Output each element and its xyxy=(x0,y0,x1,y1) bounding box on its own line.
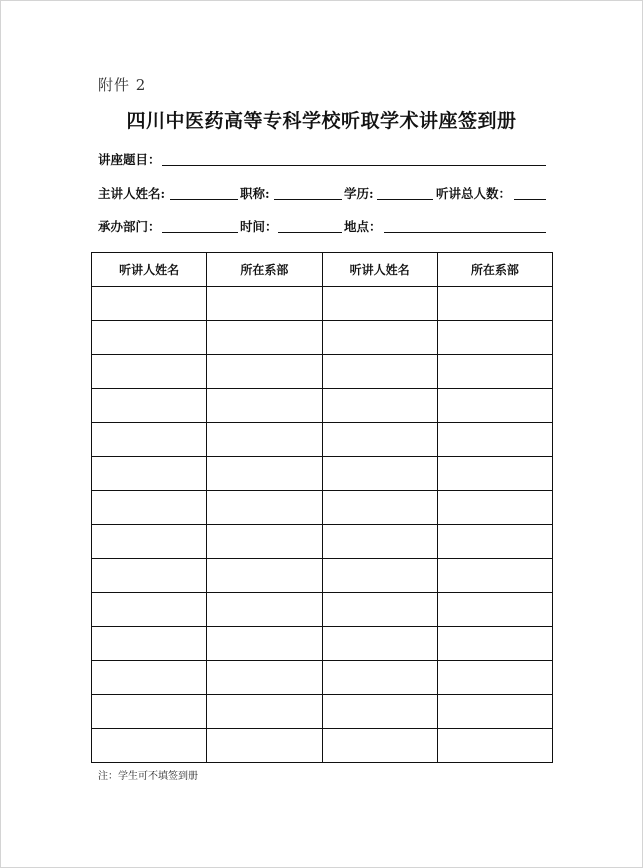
table-cell[interactable] xyxy=(207,287,322,321)
table-header-row xyxy=(92,253,553,287)
table-cell[interactable] xyxy=(92,593,207,627)
job-title-blank[interactable] xyxy=(274,199,342,200)
table-cell[interactable] xyxy=(437,321,552,355)
document-title: 四川中医药高等专科学校听取学术讲座签到册 xyxy=(126,110,517,132)
table-cell[interactable] xyxy=(207,627,322,661)
table-cell[interactable] xyxy=(207,695,322,729)
table-row xyxy=(92,491,553,525)
speaker-name-label: 主讲人姓名: xyxy=(98,186,166,201)
table-cell[interactable] xyxy=(437,525,552,559)
table-cell[interactable] xyxy=(207,321,322,355)
table-cell[interactable] xyxy=(437,627,552,661)
organizer-blank[interactable] xyxy=(162,232,238,233)
table-row xyxy=(92,525,553,559)
education-blank[interactable] xyxy=(377,199,433,200)
lecture-topic-label: 讲座题目： xyxy=(98,152,161,167)
education-label: 学历: xyxy=(344,186,374,201)
table-cell[interactable] xyxy=(437,355,552,389)
table-cell[interactable] xyxy=(437,593,552,627)
table-cell[interactable] xyxy=(322,729,437,763)
table-cell[interactable] xyxy=(92,287,207,321)
table-cell[interactable] xyxy=(92,423,207,457)
table-cell[interactable] xyxy=(92,559,207,593)
table-cell[interactable] xyxy=(322,559,437,593)
table-cell[interactable] xyxy=(437,389,552,423)
table-cell[interactable] xyxy=(92,627,207,661)
organizer-label: 承办部门： xyxy=(98,219,161,234)
table-cell[interactable] xyxy=(322,525,437,559)
table-row xyxy=(92,593,553,627)
table-cell[interactable] xyxy=(92,355,207,389)
table-row xyxy=(92,321,553,355)
table-cell[interactable] xyxy=(437,491,552,525)
table-cell[interactable] xyxy=(322,695,437,729)
table-cell[interactable] xyxy=(322,661,437,695)
attachment-label: 附件 2 xyxy=(98,76,147,94)
header-attendee-name-1: 听讲人姓名 xyxy=(92,253,207,287)
table-cell[interactable] xyxy=(92,457,207,491)
table-cell[interactable] xyxy=(322,355,437,389)
total-attendees-label: 听讲总人数： xyxy=(436,186,512,201)
table-cell[interactable] xyxy=(437,457,552,491)
table-row xyxy=(92,287,553,321)
table-cell[interactable] xyxy=(322,389,437,423)
sign-in-table xyxy=(91,252,553,763)
time-blank[interactable] xyxy=(278,232,342,233)
header-department-1: 所在系部 xyxy=(207,253,322,287)
table-body xyxy=(92,287,553,763)
table-row xyxy=(92,661,553,695)
table-cell[interactable] xyxy=(207,457,322,491)
table-cell[interactable] xyxy=(92,695,207,729)
table-row xyxy=(92,457,553,491)
table-cell[interactable] xyxy=(207,661,322,695)
lecture-topic-blank[interactable] xyxy=(162,165,546,166)
footnote: 注：学生可不填签到册 xyxy=(98,771,198,782)
table-row xyxy=(92,729,553,763)
table-cell[interactable] xyxy=(92,389,207,423)
table-cell[interactable] xyxy=(322,491,437,525)
location-blank[interactable] xyxy=(384,232,546,233)
table-row xyxy=(92,355,553,389)
total-attendees-blank[interactable] xyxy=(514,199,546,200)
table-row xyxy=(92,695,553,729)
job-title-label: 职称: xyxy=(240,186,270,201)
location-label: 地点： xyxy=(344,219,382,234)
table-row xyxy=(92,389,553,423)
table-cell[interactable] xyxy=(437,661,552,695)
table-row xyxy=(92,423,553,457)
table-cell[interactable] xyxy=(207,491,322,525)
table-cell[interactable] xyxy=(207,525,322,559)
table-cell[interactable] xyxy=(437,559,552,593)
table-cell[interactable] xyxy=(207,355,322,389)
header-attendee-name-2: 听讲人姓名 xyxy=(322,253,437,287)
table-cell[interactable] xyxy=(437,729,552,763)
table-cell[interactable] xyxy=(207,559,322,593)
table-cell[interactable] xyxy=(437,287,552,321)
table-cell[interactable] xyxy=(92,661,207,695)
table-cell[interactable] xyxy=(92,729,207,763)
table-cell[interactable] xyxy=(322,423,437,457)
table-cell[interactable] xyxy=(322,457,437,491)
table-cell[interactable] xyxy=(437,423,552,457)
table-cell[interactable] xyxy=(322,627,437,661)
table-cell[interactable] xyxy=(207,423,322,457)
table-cell[interactable] xyxy=(207,593,322,627)
time-label: 时间： xyxy=(240,219,278,234)
table-cell[interactable] xyxy=(92,525,207,559)
table-row xyxy=(92,627,553,661)
table-cell[interactable] xyxy=(322,593,437,627)
table-cell[interactable] xyxy=(322,287,437,321)
table-cell[interactable] xyxy=(92,321,207,355)
header-department-2: 所在系部 xyxy=(437,253,552,287)
table-row xyxy=(92,559,553,593)
table-cell[interactable] xyxy=(207,389,322,423)
table-cell[interactable] xyxy=(437,695,552,729)
table-cell[interactable] xyxy=(322,321,437,355)
table-cell[interactable] xyxy=(207,729,322,763)
speaker-name-blank[interactable] xyxy=(170,199,238,200)
table-cell[interactable] xyxy=(92,491,207,525)
